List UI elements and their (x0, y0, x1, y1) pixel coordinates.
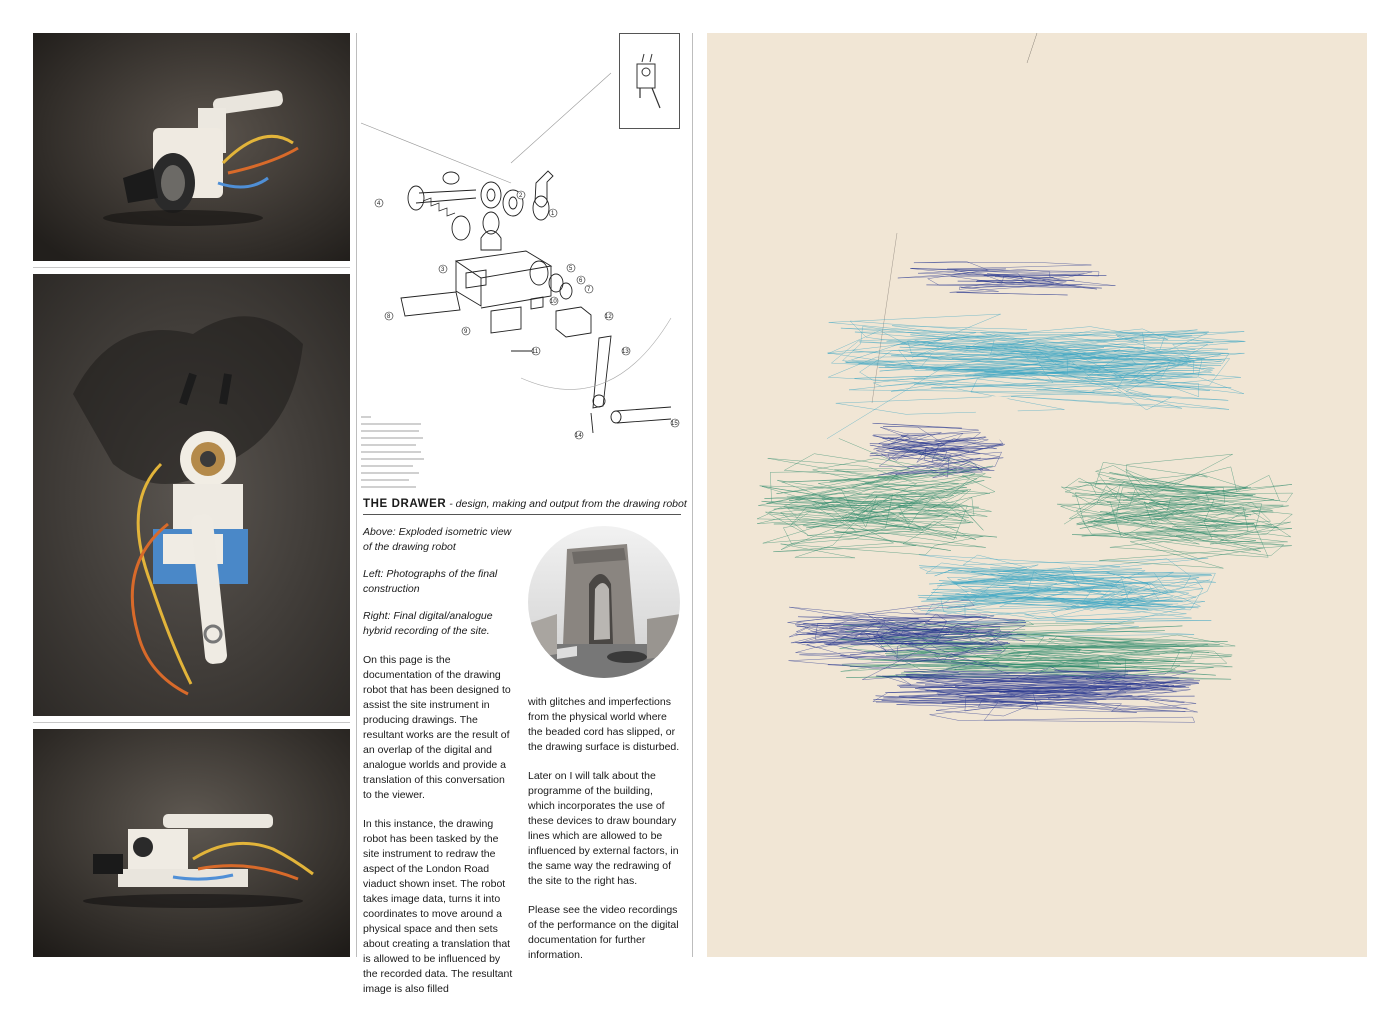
body-paragraph: Please see the video recordings of the performance on the digital documentation for further information. (528, 904, 679, 961)
ink-scribble (827, 314, 1245, 439)
section-heading (363, 498, 687, 515)
caption-above: Above: Exploded isometric view of the drawing robot (363, 526, 512, 553)
ink-scribble (757, 438, 997, 558)
robot-photo-top (33, 274, 350, 716)
body-paragraph: with glitches and imperfections from the physical world where the beaded cord has slipped, or the drawing surface is disturbed. (528, 696, 680, 753)
heading-title: THE DRAWER (363, 498, 447, 510)
svg-text:5: 5 (569, 266, 573, 272)
svg-text:9: 9 (464, 329, 468, 335)
body-paragraph: In this instance, the drawing robot has been tasked by the site instrument to redraw the aspect of the London Road viaduct shown inset. The robot takes image data, turns it into coordinates to move around a physical space and then sets about creating a translation that is allowed to be influenced by the recorded data. The resultant image is also filled (363, 818, 513, 995)
svg-text:6: 6 (579, 278, 583, 284)
svg-text:4: 4 (377, 201, 381, 207)
body-column-left (363, 653, 515, 1011)
ink-scribble (873, 666, 1200, 722)
body-paragraph: On this page is the documentation of the drawing robot that has been designed to assist the site instrument in producing drawings. The resultant works are the result of an overlap of the digital and analogue worlds and provide a translation of this conversation to the viewer. (363, 654, 511, 801)
robot-photo-front (33, 729, 350, 957)
robot-photo-icon (33, 274, 350, 716)
robot-photo-icon (33, 33, 350, 261)
exploded-isometric-diagram (361, 33, 681, 495)
ink-scribble (788, 600, 1027, 680)
caption-right: Right: Final digital/analogue hybrid recording of the site. (363, 610, 493, 637)
svg-text:12: 12 (605, 314, 612, 320)
svg-text:1: 1 (551, 211, 555, 217)
svg-text:8: 8 (387, 314, 391, 320)
svg-text:15: 15 (671, 421, 678, 427)
svg-text:7: 7 (587, 287, 591, 293)
svg-text:11: 11 (532, 349, 539, 355)
drawing-gap (975, 396, 1019, 440)
robot-photo-side (33, 33, 350, 261)
body-column-right (528, 695, 680, 977)
robot-photo-icon (33, 729, 350, 957)
svg-text:2: 2 (519, 193, 523, 199)
viaduct-photo (527, 524, 681, 680)
svg-text:14: 14 (575, 433, 582, 439)
ink-scribble (898, 261, 1116, 295)
svg-text:10: 10 (550, 299, 557, 305)
ink-scribble (1057, 454, 1293, 568)
heading-subtitle: - design, making and output from the drawing robot (446, 498, 687, 510)
svg-text:3: 3 (441, 267, 445, 273)
robot-drawing-output (707, 33, 1367, 957)
viaduct-photo-icon (527, 524, 681, 680)
body-paragraph: Later on I will talk about the programme of the building, which incorporates the use of these devices to draw boundary lines which are allowed to be influenced by external factors, in the same way the redrawing of the site to the right has. (528, 770, 679, 887)
scribble-drawing (707, 33, 1367, 957)
svg-text:13: 13 (622, 349, 629, 355)
caption-left: Left: Photographs of the final construction (363, 568, 498, 595)
